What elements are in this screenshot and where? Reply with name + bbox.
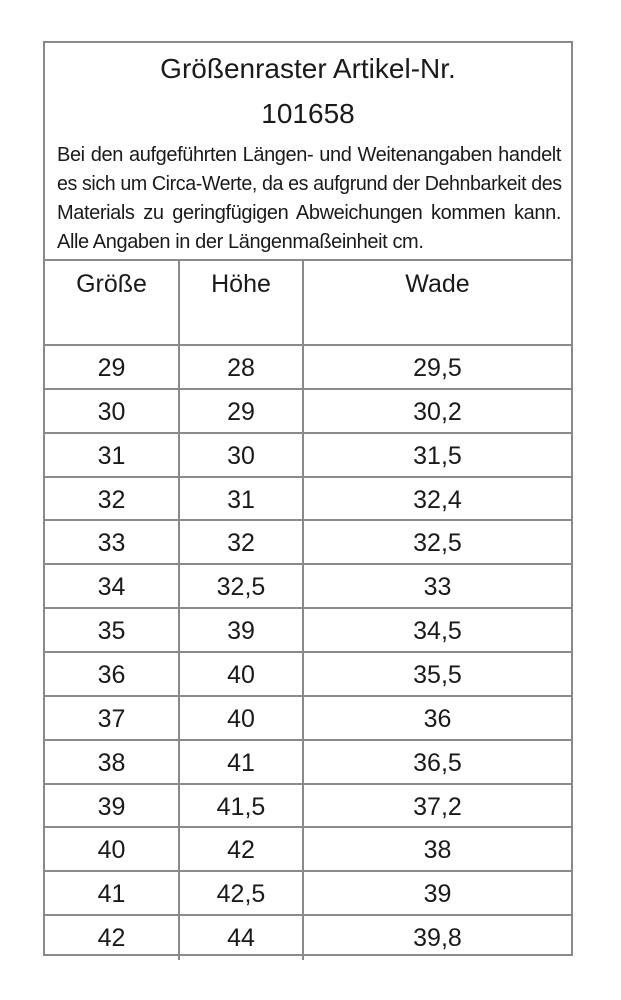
calf-cell: 39	[423, 880, 452, 909]
table-row	[45, 872, 571, 916]
calf-cell: 39,8	[413, 924, 462, 953]
calf-cell: 29,5	[413, 354, 462, 382]
table-row	[45, 434, 571, 478]
calf-cell: 32,5	[413, 529, 462, 558]
calf-cell: 32,4	[413, 485, 462, 514]
size-chart	[43, 41, 573, 956]
calf-cell: 38	[423, 836, 452, 865]
size-chart-header	[45, 43, 571, 261]
size-cell: 39	[45, 785, 180, 827]
table-header-row	[45, 261, 571, 346]
calf-cell: 33	[423, 573, 452, 602]
table-row	[45, 346, 571, 390]
height-cell: 39	[180, 609, 304, 651]
disclaimer-line: Materials zu geringfügigen Abweichungen kommen kann.	[57, 202, 561, 224]
calf-cell: 36,5	[413, 748, 462, 777]
table-row	[45, 521, 571, 565]
height-cell: 32,5	[180, 565, 304, 607]
height-cell: 40	[180, 653, 304, 695]
height-cell: 44	[180, 916, 304, 960]
calf-cell: 30,2	[413, 397, 462, 426]
disclaimer-note	[57, 141, 561, 257]
size-cell: 41	[45, 872, 180, 914]
size-cell: 36	[45, 653, 180, 695]
disclaimer-line: Bei den aufgeführten Längen- und Weitenangaben handelt	[57, 144, 561, 166]
size-cell: 32	[45, 478, 180, 520]
table-row	[45, 785, 571, 829]
height-cell: 30	[180, 434, 304, 476]
height-cell: 41	[180, 741, 304, 783]
height-cell: 32	[180, 521, 304, 563]
height-cell: 42,5	[180, 872, 304, 914]
column-header-calf: Wade	[405, 270, 470, 298]
size-cell: 37	[45, 697, 180, 739]
height-cell: 40	[180, 697, 304, 739]
disclaimer-line: Alle Angaben in der Längenmaßeinheit cm.	[57, 231, 424, 253]
table-row	[45, 741, 571, 785]
height-cell: 41,5	[180, 785, 304, 827]
calf-cell: 35,5	[413, 661, 462, 690]
size-cell: 42	[45, 916, 180, 960]
calf-cell: 31,5	[413, 441, 462, 470]
disclaimer-line: es sich um Circa-Werte, da es aufgrund der Dehnbarkeit des	[57, 173, 562, 195]
table-row	[45, 390, 571, 434]
size-cell: 30	[45, 390, 180, 432]
size-table	[45, 261, 571, 960]
size-cell: 29	[45, 346, 180, 388]
calf-cell: 34,5	[413, 617, 462, 646]
column-header-height: Höhe	[180, 261, 304, 344]
size-cell: 31	[45, 434, 180, 476]
table-row	[45, 697, 571, 741]
calf-cell: 36	[423, 704, 452, 733]
size-cell: 40	[45, 828, 180, 870]
table-row	[45, 609, 571, 653]
column-header-size: Größe	[45, 261, 180, 344]
height-cell: 28	[180, 346, 304, 388]
height-cell: 31	[180, 478, 304, 520]
calf-cell: 37,2	[413, 792, 462, 821]
chart-title: Größenraster Artikel-Nr.	[160, 53, 456, 84]
height-cell: 29	[180, 390, 304, 432]
table-row	[45, 565, 571, 609]
size-cell: 35	[45, 609, 180, 651]
table-row	[45, 478, 571, 522]
size-cell: 33	[45, 521, 180, 563]
size-cell: 34	[45, 565, 180, 607]
table-row	[45, 828, 571, 872]
height-cell: 42	[180, 828, 304, 870]
table-body	[45, 346, 571, 960]
article-number: 101658	[261, 98, 355, 129]
table-row	[45, 653, 571, 697]
table-row	[45, 916, 571, 960]
size-cell: 38	[45, 741, 180, 783]
